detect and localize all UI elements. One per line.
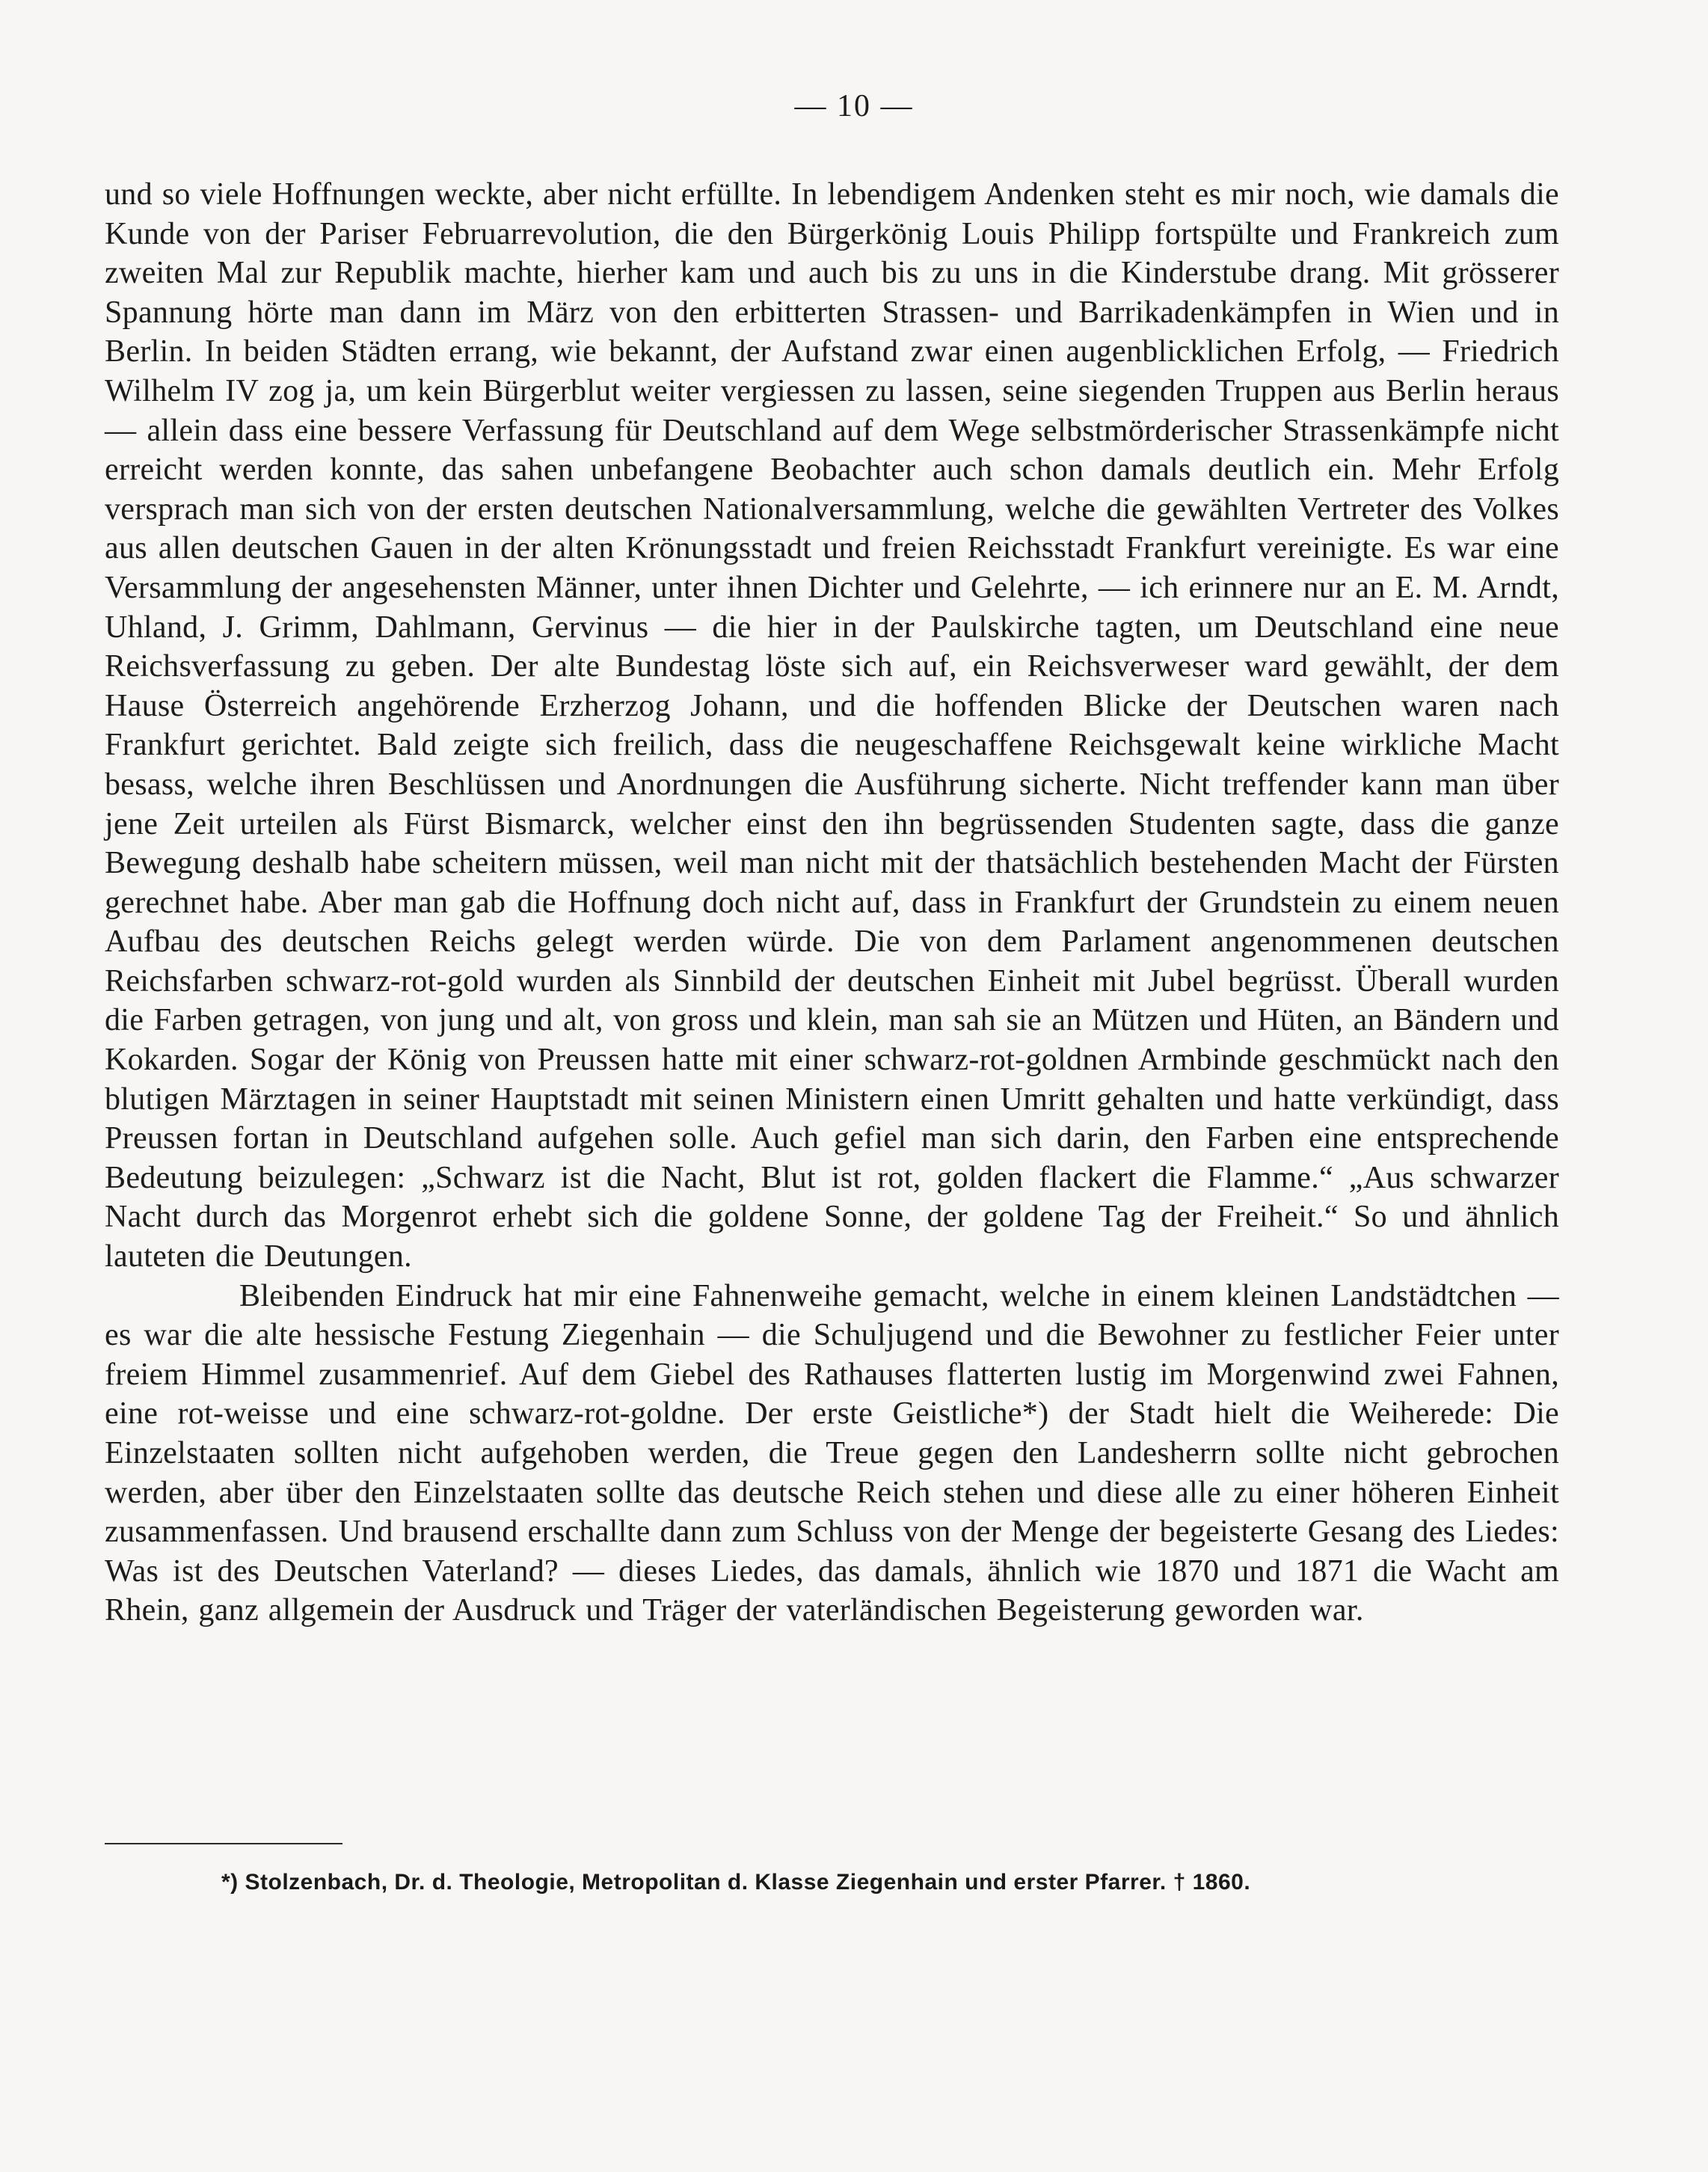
body-text [105, 175, 1559, 1630]
footnote-divider [105, 1843, 342, 1844]
paragraph-1: und so viele Hoffnungen weckte, aber nicht erfüllte. In lebendigem Andenken steht es mir noch, wie damals die Kunde von der Pariser Februarrevolution, die den Bürgerkönig Louis Philipp fortspülte und Frankreich zum zweiten Mal zur Republik machte, hierher kam und auch bis zu uns in die Kinderstube drang. Mit grösserer Spannung hörte man dann im März von den erbitterten Strassen- und Barrikadenkämpfen in Wien und in Berlin. In beiden Städten errang, wie bekannt, der Aufstand zwar einen augenblicklichen Erfolg, — Friedrich Wilhelm IV zog ja, um kein Bürgerblut weiter vergiessen zu lassen, seine siegenden Truppen aus Berlin heraus — allein dass eine bessere Verfassung für Deutschland auf dem Wege selbstmörderischer Strassenkämpfe nicht erreicht werden konnte, das sahen unbefangene Beobachter auch schon damals deutlich ein. Mehr Erfolg versprach man sich von der ersten deutschen Nationalversammlung, welche die gewählten Vertreter des Volkes aus allen deutschen Gauen in der alten Krönungsstadt und freien Reichsstadt Frankfurt vereinigte. Es war eine Versammlung der angesehensten Männer, unter ihnen Dichter und Gelehrte, — ich erinnere nur an E. M. Arndt, Uhland, J. Grimm, Dahlmann, Gervinus — die hier in der Paulskirche tagten, um Deutschland eine neue Reichsverfassung zu geben. Der alte Bundestag löste sich auf, ein Reichsverweser ward gewählt, der dem Hause Österreich angehörende Erzherzog Johann, und die hoffenden Blicke der Deutschen waren nach Frankfurt gerichtet. Bald zeigte sich freilich, dass die neugeschaffene Reichsgewalt keine wirkliche Macht besass, welche ihren Beschlüssen und Anordnungen die Ausführung sicherte. Nicht treffender kann man über jene Zeit urteilen als Fürst Bismarck, welcher einst den ihn begrüssenden Studenten sagte, dass die ganze Bewegung deshalb habe scheitern müssen, weil man nicht mit der thatsächlich bestehenden Macht der Fürsten gerechnet habe. Aber man gab die Hoffnung doch nicht auf, dass in Frankfurt der Grundstein zu einem neuen Aufbau des deutschen Reichs gelegt werden würde. Die von dem Parlament angenommenen deutschen Reichsfarben schwarz-rot-gold wurden als Sinnbild der deutschen Einheit mit Jubel begrüsst. Überall wurden die Farben getragen, von jung und alt, von gross und klein, man sah sie an Mützen und Hüten, an Bändern und Kokarden. Sogar der König von Preussen hatte mit einer schwarz-rot-goldnen Armbinde geschmückt nach den blutigen Märztagen in seiner Hauptstadt mit seinen Ministern einen Umritt gehalten und hatte verkündigt, dass Preussen fortan in Deutschland aufgehen solle. Auch gefiel man sich darin, den Farben eine entsprechende Bedeutung beizulegen: „Schwarz ist die Nacht, Blut ist rot, golden flackert die Flamme.“ „Aus schwarzer Nacht durch das Morgenrot erhebt sich die goldene Sonne, der goldene Tag der Freiheit.“ So und ähnlich lauteten die Deutungen. [105, 177, 1559, 1274]
page-number: — 10 — [794, 89, 914, 123]
footnote: *) Stolzenbach, Dr. d. Theologie, Metropolitan d. Klasse Ziegenhain und erster Pfarrer. † 1860. [221, 1870, 1251, 1895]
paragraph-2: Bleibenden Eindruck hat mir eine Fahnenweihe gemacht, welche in einem kleinen Landstädtchen — es war die alte hessische Festung Ziegenhain — die Schuljugend und die Bewohner zu festlicher Feier unter freiem Himmel zusammenrief. Auf dem Giebel des Rathauses flatterten lustig im Morgenwind zwei Fahnen, eine rot-weisse und eine schwarz-rot-goldne. Der erste Geistliche*) der Stadt hielt die Weiherede: Die Einzelstaaten sollten nicht aufgehoben werden, die Treue gegen den Landesherrn sollte nicht gebrochen werden, aber über den Einzelstaaten sollte das deutsche Reich stehen und diese alle zu einer höheren Einheit zusammenfassen. Und brausend erschallte dann zum Schluss von der Menge der begeisterte Gesang des Liedes: Was ist des Deutschen Vaterland? — dieses Liedes, das damals, ähnlich wie 1870 und 1871 die Wacht am Rhein, ganz allgemein der Ausdruck und Träger der vaterländischen Begeisterung geworden war. [105, 1278, 1559, 1628]
